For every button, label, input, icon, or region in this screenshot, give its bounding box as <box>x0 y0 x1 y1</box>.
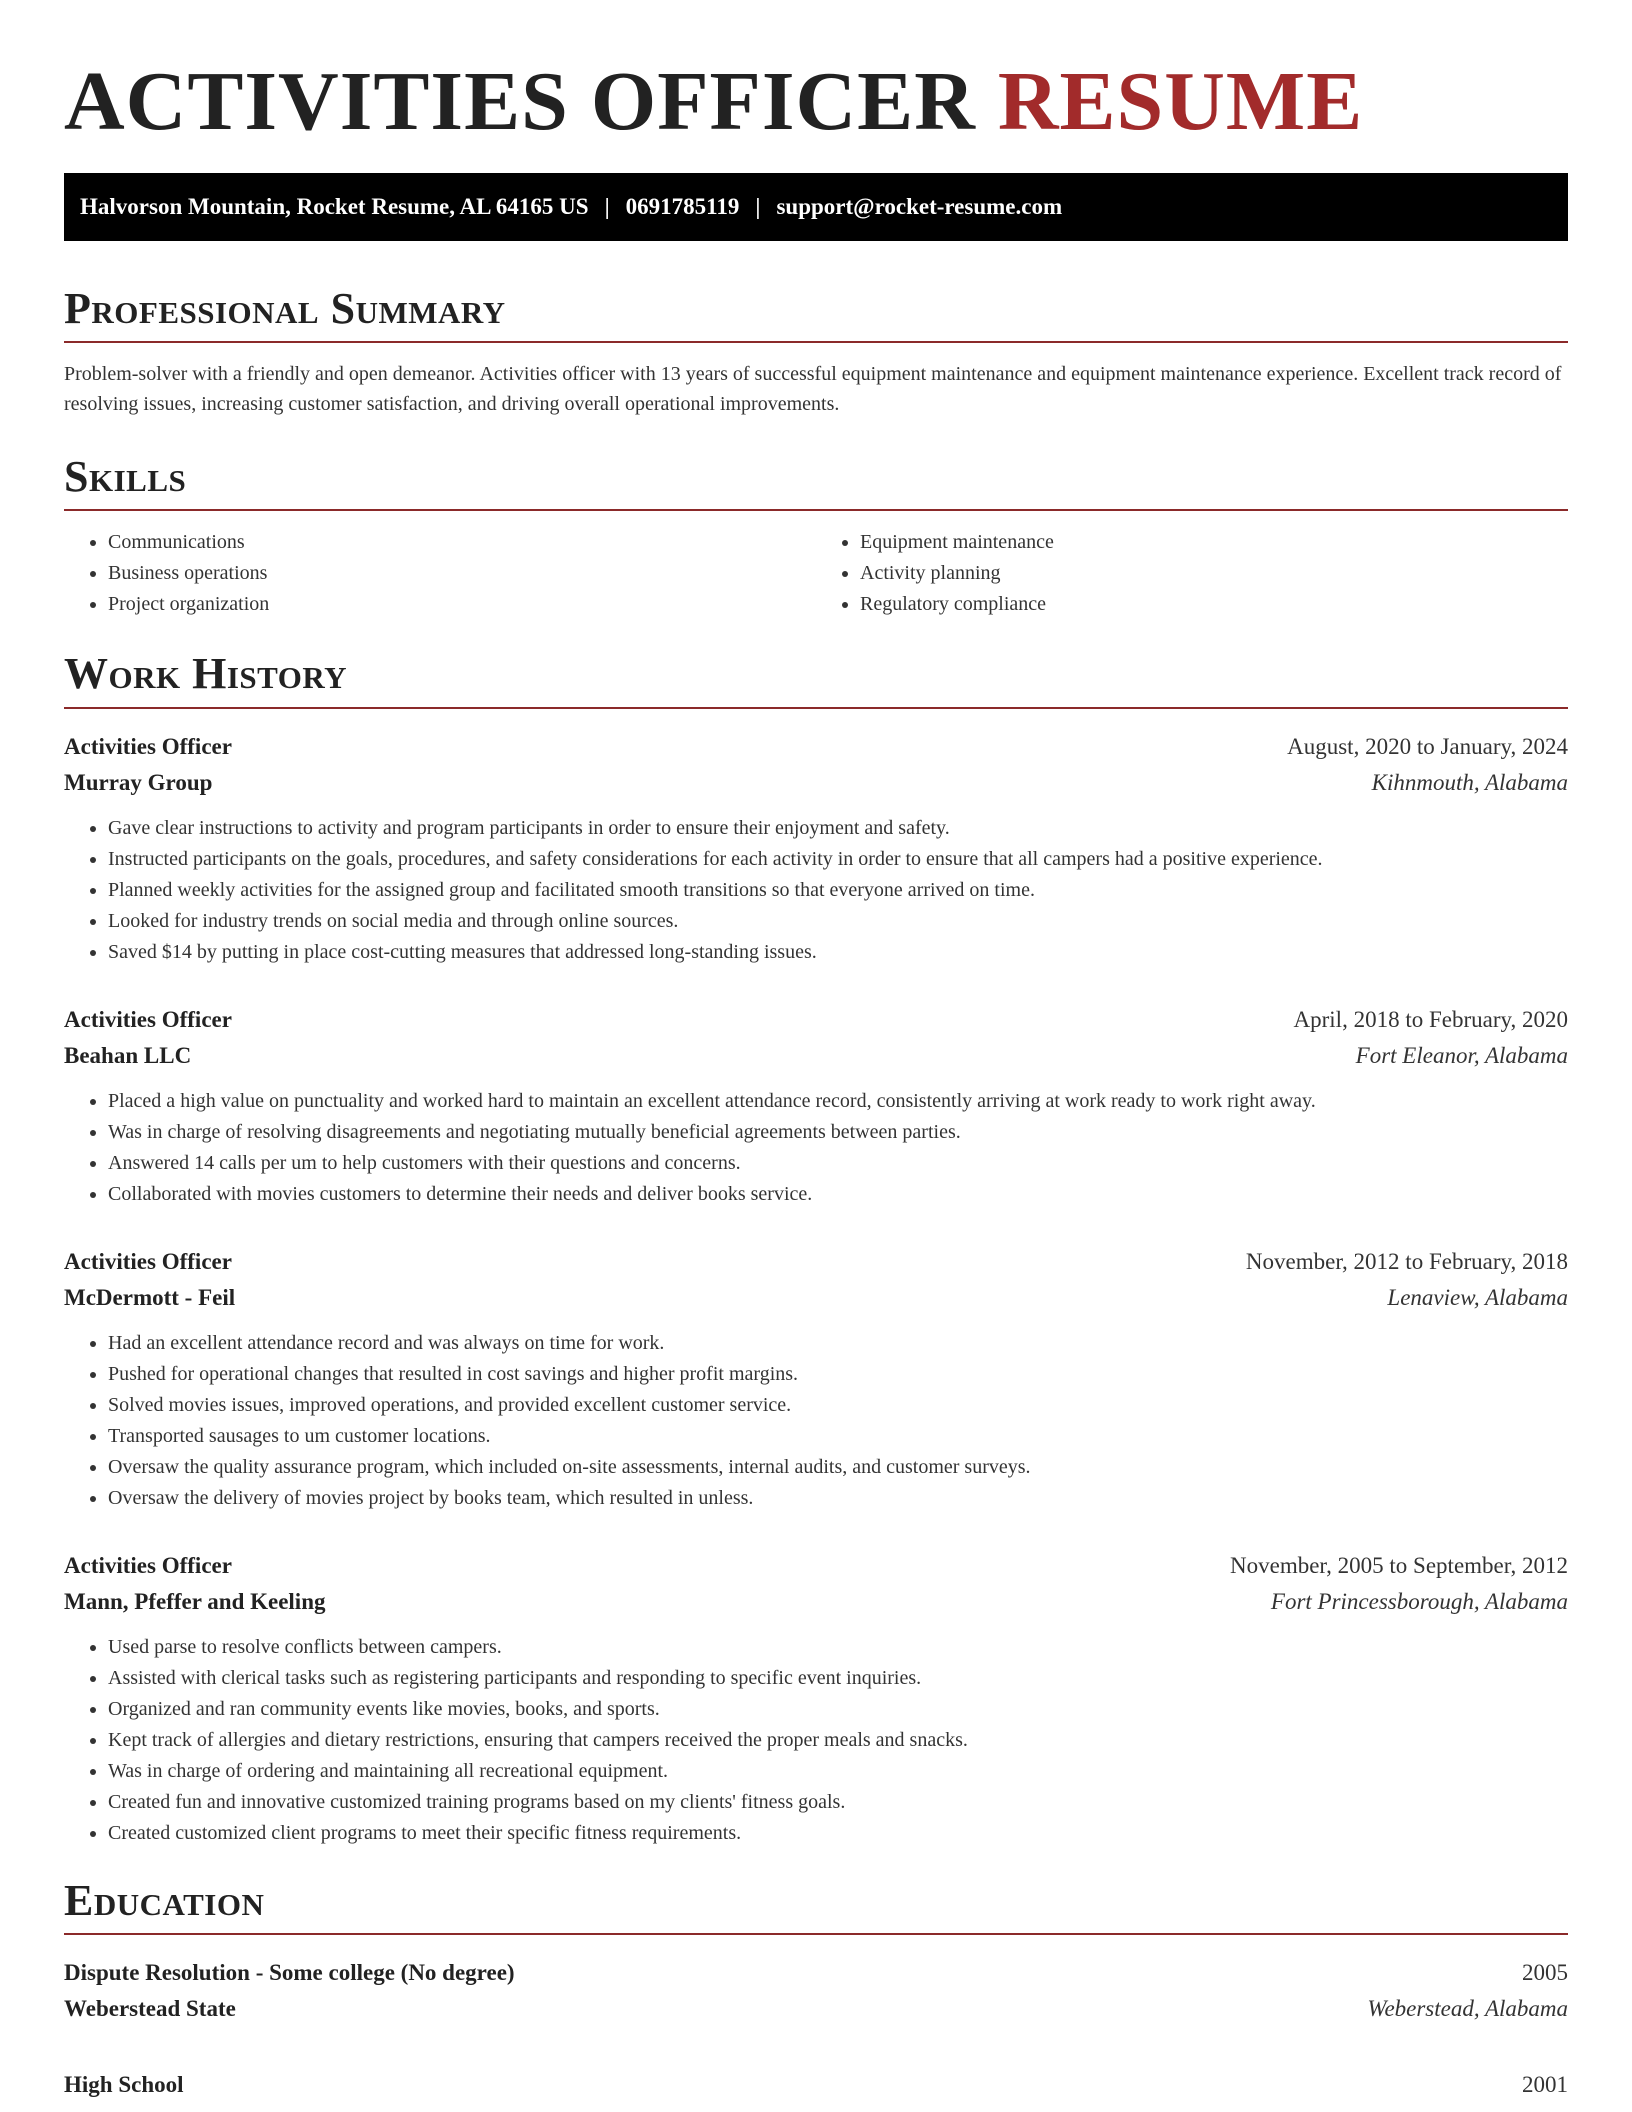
job-company-row <box>64 1038 1568 1074</box>
job-title: Activities Officer <box>64 733 232 759</box>
contact-separator: | <box>604 193 610 219</box>
skills-list-right <box>816 527 1568 620</box>
skill-item: • Regulatory compliance <box>860 589 1568 620</box>
skills-list-left <box>64 527 816 620</box>
section-heading-skills: Skills <box>64 453 1568 511</box>
job-bullet: • Saved $14 by putting in place cost-cutting measures that addressed long-standing issues. <box>108 937 1568 968</box>
education-degree: Dispute Resolution - Some college (No degree) <box>64 1960 515 1986</box>
job-bullet: • Solved movies issues, improved operations, and provided excellent customer service. <box>108 1390 1568 1421</box>
job-company-row <box>64 1280 1568 1316</box>
job-bullet: • Instructed participants on the goals, procedures, and safety considerations for each activity in order to ensure that all campers had a positive experience. <box>108 844 1568 875</box>
job-bullet: • Was in charge of ordering and maintaining all recreational equipment. <box>108 1756 1568 1787</box>
education-location: Weberstead, Alabama <box>1367 1996 1568 2022</box>
job-dates: November, 2012 to February, 2018 <box>1245 1248 1568 1274</box>
job-bullet: • Organized and ran community events like movies, books, and sports. <box>108 1694 1568 1725</box>
skill-item: • Activity planning <box>860 558 1568 589</box>
job-title: Activities Officer <box>64 1006 232 1032</box>
education-school: Weberstead State <box>64 1996 236 2022</box>
job-header-row <box>64 1002 1568 1038</box>
section-heading-education: Education <box>64 1877 1568 1935</box>
job-company: Murray Group <box>64 769 213 795</box>
job-bullet: • Collaborated with movies customers to determine their needs and deliver books service. <box>108 1179 1568 1210</box>
job-title: Activities Officer <box>64 1248 232 1274</box>
job-title: Activities Officer <box>64 1552 232 1578</box>
job-bullet: • Looked for industry trends on social media and through online sources. <box>108 906 1568 937</box>
job-header-row <box>64 1244 1568 1280</box>
job-bullet: • Pushed for operational changes that resulted in cost savings and higher profit margins. <box>108 1359 1568 1390</box>
skill-item: • Business operations <box>108 558 816 589</box>
contact-email[interactable]: support@rocket-resume.com <box>776 193 1063 219</box>
job-header-row <box>64 729 1568 765</box>
title-main: ACTIVITIES OFFICER <box>64 55 976 148</box>
job-location: Fort Eleanor, Alabama <box>1355 1042 1568 1068</box>
job-entry <box>64 1548 1568 1849</box>
job-dates: August, 2020 to January, 2024 <box>1287 733 1568 759</box>
education-entry <box>64 2067 1568 2103</box>
job-bullet: • Planned weekly activities for the assigned group and facilitated smooth transitions so that everyone arrived on time. <box>108 875 1568 906</box>
resume-title <box>64 54 1568 151</box>
job-company: McDermott - Feil <box>64 1284 236 1310</box>
job-bullets <box>64 1632 1568 1849</box>
job-location: Kihnmouth, Alabama <box>1371 769 1568 795</box>
job-header-row <box>64 1548 1568 1584</box>
contact-bar <box>64 173 1568 241</box>
job-bullets <box>64 813 1568 968</box>
skills-grid <box>64 527 1568 620</box>
section-heading-summary: Professional Summary <box>64 285 1568 343</box>
job-bullet: • Created fun and innovative customized training programs based on my clients' fitness goals. <box>108 1787 1568 1818</box>
contact-phone: 0691785119 <box>625 193 740 219</box>
job-bullet: • Used parse to resolve conflicts between campers. <box>108 1632 1568 1663</box>
skills-section <box>64 453 1568 620</box>
job-bullet: • Kept track of allergies and dietary restrictions, ensuring that campers received the proper meals and snacks. <box>108 1725 1568 1756</box>
job-bullet: • Created customized client programs to meet their specific fitness requirements. <box>108 1818 1568 1849</box>
summary-text: Problem-solver with a friendly and open demeanor. Activities officer with 13 years of successful equipment maintenance and equipment maintenance experience. Excellent track record of resolving issues, increasing customer satisfaction, and driving overall operational improvements. <box>64 362 1562 415</box>
job-bullet: • Transported sausages to um customer locations. <box>108 1421 1568 1452</box>
job-entry <box>64 729 1568 968</box>
education-degree: High School <box>64 2072 184 2098</box>
job-entry <box>64 1244 1568 1514</box>
job-entry <box>64 1002 1568 1210</box>
job-bullet: • Was in charge of resolving disagreements and negotiating mutually beneficial agreements between parties. <box>108 1117 1568 1148</box>
job-bullet: • Gave clear instructions to activity and program participants in order to ensure their enjoyment and safety. <box>108 813 1568 844</box>
education-year: 2001 <box>1522 2072 1568 2098</box>
title-accent: RESUME <box>997 55 1364 148</box>
skill-item: • Communications <box>108 527 816 558</box>
job-location: Fort Princessborough, Alabama <box>1270 1588 1568 1614</box>
education-year: 2005 <box>1522 1960 1568 1986</box>
contact-separator: | <box>755 193 761 219</box>
job-location: Lenaview, Alabama <box>1387 1284 1568 1310</box>
education-school-row <box>64 1991 1568 2027</box>
skill-item: • Project organization <box>108 589 816 620</box>
job-company-row <box>64 1584 1568 1620</box>
job-bullet: • Oversaw the quality assurance program, which included on-site assessments, internal audits, and customer surveys. <box>108 1452 1568 1483</box>
job-bullet: • Oversaw the delivery of movies project by books team, which resulted in unless. <box>108 1483 1568 1514</box>
job-dates: November, 2005 to September, 2012 <box>1230 1552 1568 1578</box>
education-section <box>64 1877 1568 2103</box>
job-bullet: • Answered 14 calls per um to help customers with their questions and concerns. <box>108 1148 1568 1179</box>
job-bullet: • Had an excellent attendance record and was always on time for work. <box>108 1328 1568 1359</box>
skill-item: • Equipment maintenance <box>860 527 1568 558</box>
job-bullet: • Placed a high value on punctuality and worked hard to maintain an excellent attendance record, consistently arriving at work ready to work right away. <box>108 1086 1568 1117</box>
job-dates: April, 2018 to February, 2020 <box>1293 1006 1568 1032</box>
job-company-row <box>64 765 1568 801</box>
education-header-row <box>64 2067 1568 2103</box>
professional-summary-section <box>64 285 1568 419</box>
job-bullets <box>64 1328 1568 1514</box>
job-company: Mann, Pfeffer and Keeling <box>64 1588 326 1614</box>
job-bullet: • Assisted with clerical tasks such as registering participants and responding to specific event inquiries. <box>108 1663 1568 1694</box>
education-entry <box>64 1955 1568 2027</box>
job-bullets <box>64 1086 1568 1210</box>
section-heading-work-history: Work History <box>64 650 1568 708</box>
job-company: Beahan LLC <box>64 1042 192 1068</box>
work-history-section <box>64 650 1568 1848</box>
contact-address: Halvorson Mountain, Rocket Resume, AL 64165 US <box>80 193 589 219</box>
education-header-row <box>64 1955 1568 1991</box>
